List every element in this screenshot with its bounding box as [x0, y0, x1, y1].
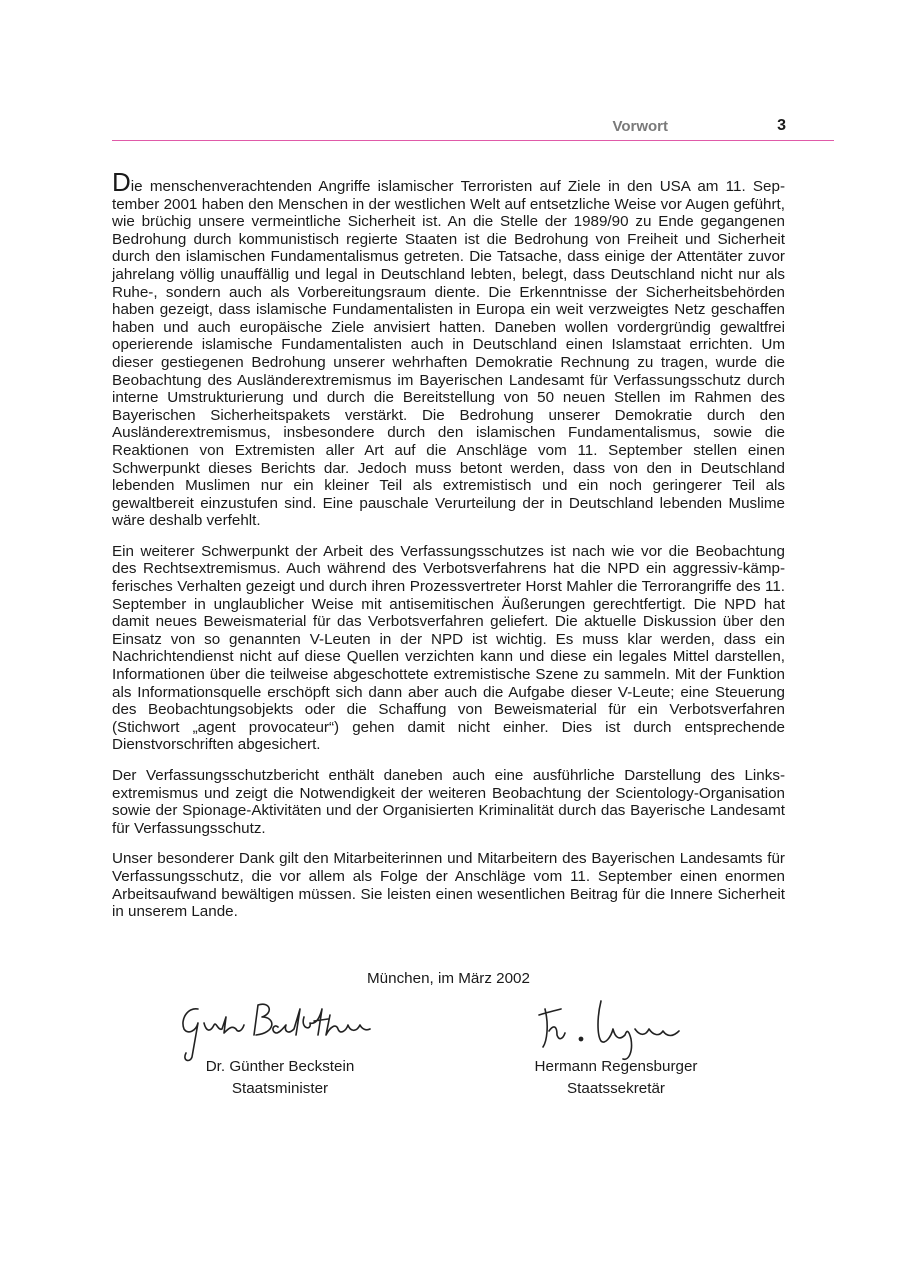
paragraph-text: ie menschenverachtenden Angriffe islamischer Terroristen auf Ziele in den USA am 11. September 2001 haben den Menschen in der westlichen Welt auf entsetzliche Weise vor Augen geführt, wie brüchig unsere vermeintliche Sicherheit ist. An die Stelle der 1989/90 zu Ende gegangenen Bedrohung durch kommunistisch regierte Staaten ist die Bedrohung von Freiheit und Sicherheit durch den islamischen Fundamentalismus getreten. Die Tatsache, dass einige der Attentäter zuvor jahrelang völlig unauffällig und legal in Deutschland lebten, belegt, dass Deutschland nicht nur als Ruhe-, sondern auch als Vorbereitungsraum diente. Die Erkenntnisse der Sicherheitsbehörden haben gezeigt, dass islamische Fundamentalisten in Europa ein weit verzweigtes Netz geschaffen haben und auch europäische Ziele anvisiert hatten. Daneben wollen vordergründig gewaltfrei operierende islamische Fundamentalisten auch in Deutschland einen Islamstaat errichten. Um dieser gestiegenen Bedrohung unserer wehrhaften Demokratie Rechnung zu tragen, wurde die Beobachtung des Ausländerextremismus im Bayerischen Landesamt für Verfassungsschutz durch interne Umstrukturierung und durch die Bereitstellung von 50 neuen Stellen im Rahmen des Bayerischen Sicherheitspakets verstärkt. Die Bedrohung unserer Demokratie durch den Ausländerextremismus, insbesondere durch den islamischen Fundamentalismus, sowie die Reaktionen von Extremisten aller Art auf die Anschläge vom 11. September stellen einen Schwerpunkt dieses Berichts dar. Jedoch muss betont werden, dass von den in Deutschland lebenden Muslimen nur ein kleiner Teil als extremistisch und ein noch geringerer Teil als gewaltbereit einzustufen sind. Eine pauschale Verurteilung der in Deutschland lebenden Muslime wäre deshalb verfehlt. — [112, 178, 785, 530]
foreword-body — [112, 167, 785, 934]
signatory-regensburger — [516, 1056, 716, 1100]
signature-regensburger — [535, 995, 705, 1065]
signatory-title: Staatsminister — [231, 1080, 329, 1097]
signatory-title: Staatssekretär — [567, 1080, 665, 1097]
page-number: 3 — [777, 117, 786, 134]
paragraph-1 — [112, 167, 785, 530]
paragraph-3: Der Verfassungsschutzbericht enthält daneben auch eine ausführliche Darstellung des Linksextremismus und zeigt die Notwendigkeit der weiteren Beobachtung der Scientology-Organisation sowie der Spionage-Aktivitäten und der Organisierten Kriminalität durch das Bayerische Landesamt für Verfassungsschutz. — [112, 767, 785, 837]
place-date: München, im März 2002 — [367, 970, 530, 987]
signatory-name: Dr. Günther Beckstein — [205, 1058, 355, 1075]
initial-letter: D — [112, 167, 131, 197]
page-header — [112, 116, 834, 141]
paragraph-4: Unser besonderer Dank gilt den Mitarbeiterinnen und Mitarbeitern des Bayerischen Landesamts für Verfassungsschutz, die vor allem als Folge der Anschläge vom 11. September einen enormen Arbeitsaufwand bewältigen müssen. Sie leisten einen wesentlichen Beitrag für die Innere Sicherheit in unserem Lande. — [112, 850, 785, 921]
signatory-name: Hermann Regensburger — [534, 1058, 698, 1075]
section-title: Vorwort — [612, 118, 668, 135]
paragraph-2: Ein weiterer Schwerpunkt der Arbeit des Verfassungsschutzes ist nach wie vor die Beobachtung des Rechtsextremismus. Auch während des Verbotsverfahrens hat die NPD ein aggressiv-kämpferisches Verhalten gezeigt und durch ihren Prozessvertreter Horst Mahler die Terrorangriffe des 11. September in unglaublicher Weise mit antisemitischen Äußerungen gerechtfertigt. Die NPD hat damit neues Beweismaterial für das Verbotsverfahren geliefert. Die aktuelle Diskussion über den Einsatz von so genannten V-Leuten in der NPD ist wichtig. Es muss klar werden, dass ein Nachrichtendienst nicht auf diese Quellen verzichten kann und diese ein legales Mittel darstellen, Informationen über die teilweise abgeschottete extremistische Szene zu sammeln. Mit der Funktion als Informationsquelle erschöpft sich dann aber auch die Aufgabe dieser V-Leute; eine Steuerung des Beobachtungsobjekts oder die Schaffung von Beweismaterial für ein Verbotsverfahren (Stichwort „agent provocateur“) gehen damit nicht einher. Dies ist durch entsprechende Dienstvorschriften abgesichert. — [112, 542, 785, 754]
signatory-beckstein — [180, 1056, 380, 1100]
